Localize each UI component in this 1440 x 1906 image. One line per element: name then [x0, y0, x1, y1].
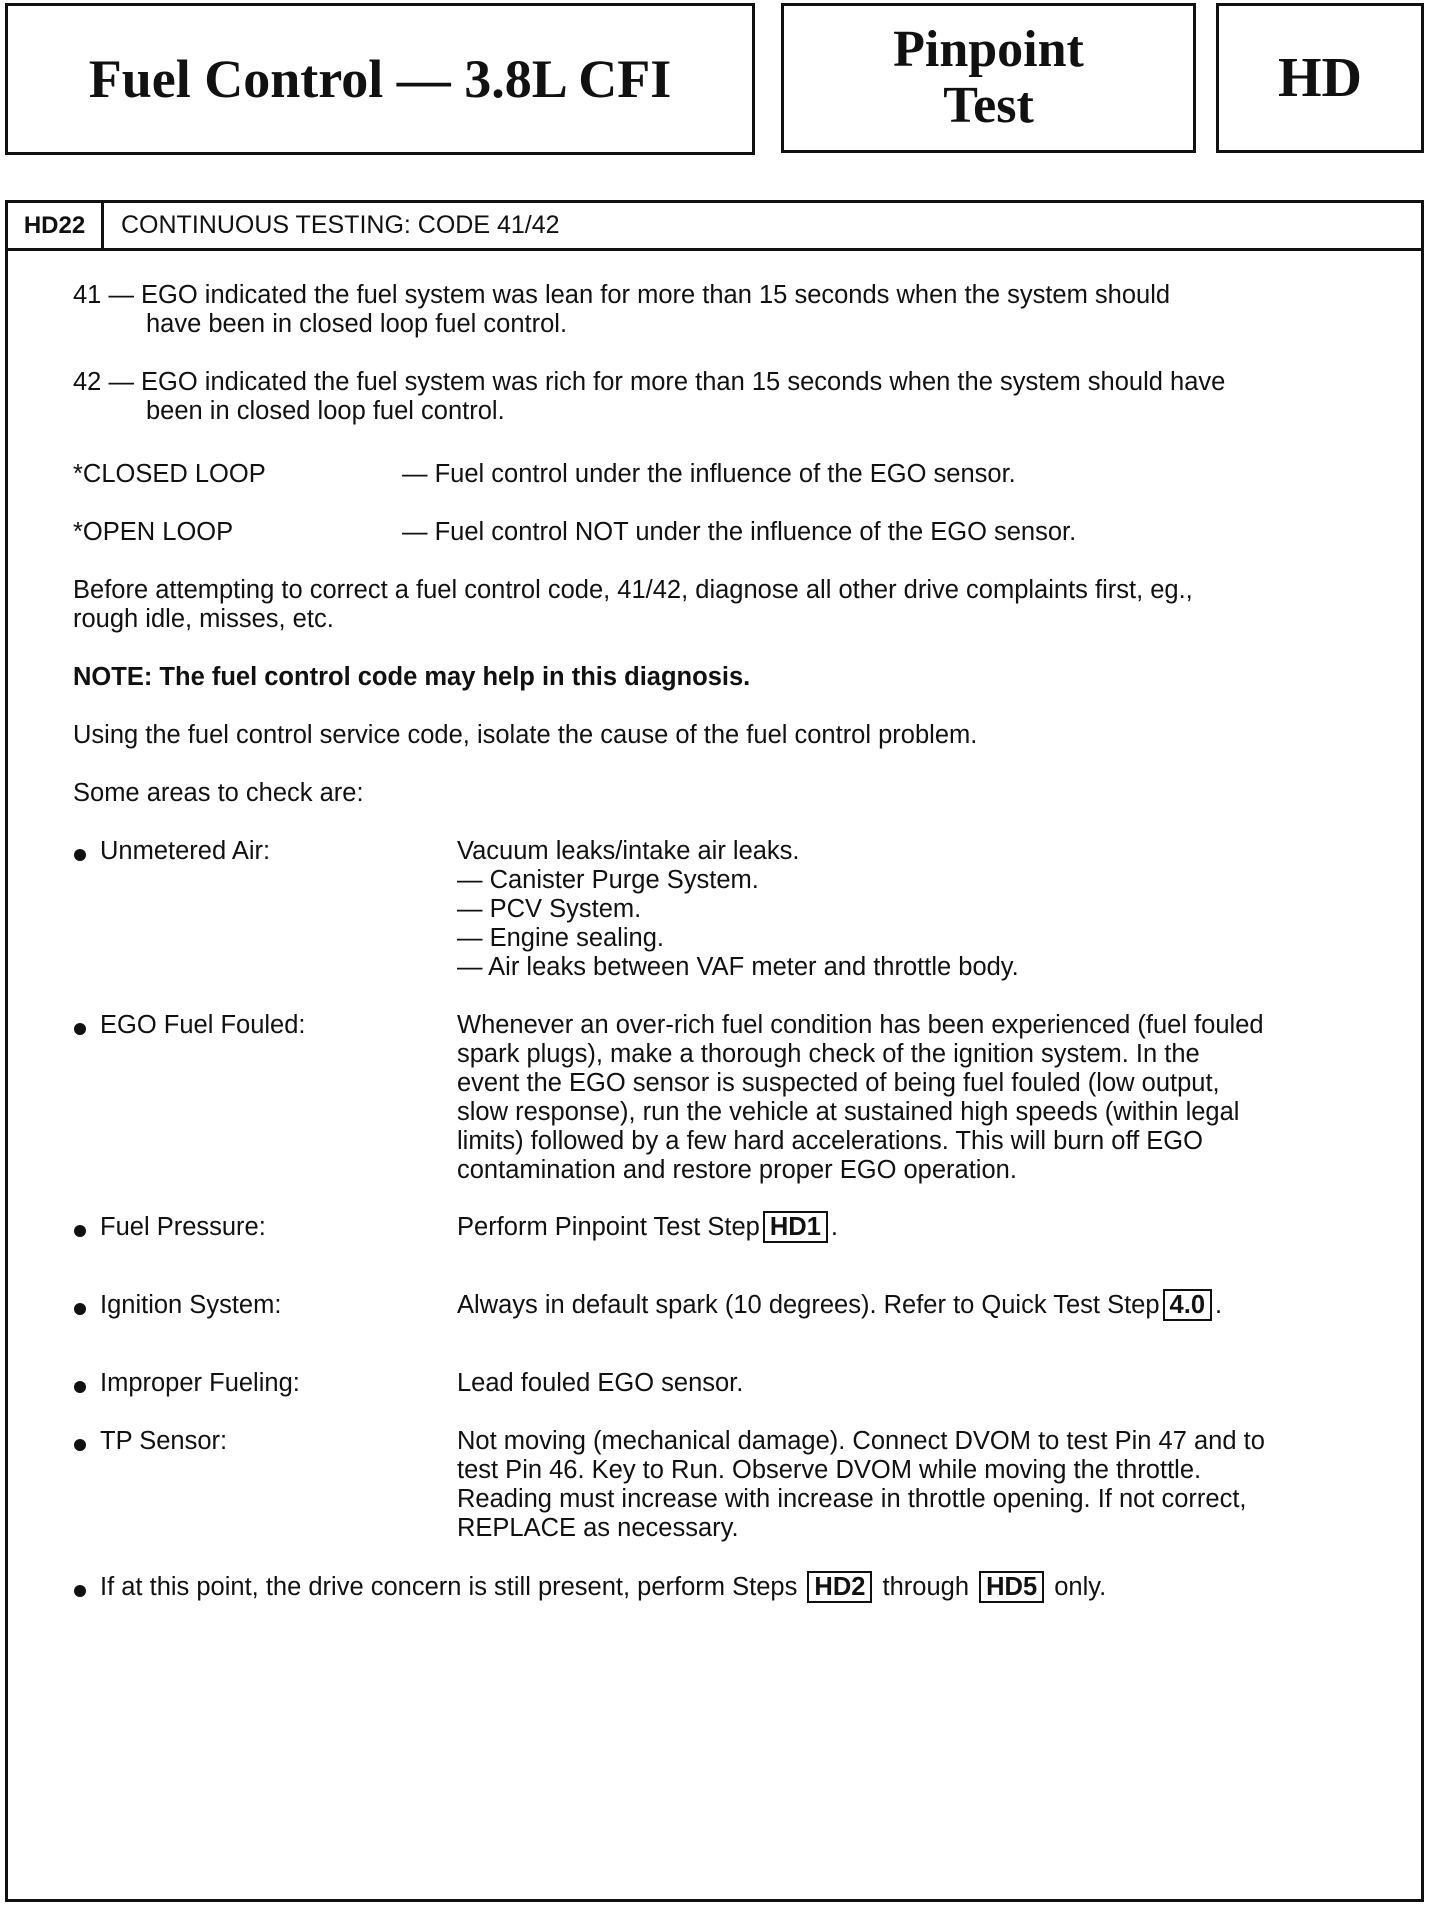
step-ref-hd2[interactable]: HD2	[807, 1571, 872, 1603]
step-ref-hd5[interactable]: HD5	[979, 1571, 1044, 1603]
check-label-ignition-system: Ignition System:	[100, 1291, 282, 1319]
note-text: NOTE: The fuel control code may help in this diagnosis.	[73, 663, 751, 691]
check-label-unmetered-air: Unmetered Air:	[100, 837, 271, 865]
code-41-line2: have been in closed loop fuel control.	[146, 310, 568, 338]
tp-sensor-line: Not moving (mechanical damage). Connect DVOM to test Pin 47 and to	[457, 1427, 1265, 1455]
bullet-icon	[74, 1023, 86, 1035]
closed-loop-term: *CLOSED LOOP	[73, 460, 266, 488]
period: .	[830, 1213, 838, 1241]
check-label-fuel-pressure: Fuel Pressure:	[100, 1213, 266, 1241]
step-title: CONTINUOUS TESTING: CODE 41/42	[121, 211, 560, 239]
unmetered-air-line: — PCV System.	[457, 895, 642, 923]
ego-fouled-line: event the EGO sensor is suspected of being fuel fouled (low output,	[457, 1069, 1220, 1097]
bullet-icon	[74, 1439, 86, 1451]
step-ref-hd1[interactable]: HD1	[763, 1211, 828, 1243]
final-text1: If at this point, the drive concern is still present, perform Steps	[100, 1573, 798, 1601]
bullet-icon	[74, 1381, 86, 1393]
period: .	[1215, 1291, 1223, 1319]
code-42-line1: 42 — EGO indicated the fuel system was rich for more than 15 seconds when the system should have	[73, 368, 1226, 396]
check-label-improper-fueling: Improper Fueling:	[100, 1369, 300, 1397]
final-text3: only.	[1054, 1573, 1107, 1601]
ego-fouled-line: contamination and restore proper EGO operation.	[457, 1156, 1017, 1184]
page-title	[5, 3, 755, 155]
ego-fouled-line: slow response), run the vehicle at sustained high speeds (within legal	[457, 1098, 1240, 1126]
code-41-line1: 41 — EGO indicated the fuel system was lean for more than 15 seconds when the system should	[73, 281, 1171, 309]
open-loop-term: *OPEN LOOP	[73, 518, 234, 546]
ego-fouled-line: Whenever an over-rich fuel condition has been experienced (fuel fouled	[457, 1011, 1264, 1039]
step-id: HD22	[8, 203, 104, 248]
before-para-line1: Before attempting to correct a fuel control code, 41/42, diagnose all other drive complaints first, eg.,	[73, 576, 1193, 604]
code-42-line2: been in closed loop fuel control.	[146, 397, 505, 425]
ego-fouled-line: spark plugs), make a thorough check of the ignition system. In the	[457, 1040, 1200, 1068]
tp-sensor-line: REPLACE as necessary.	[457, 1514, 739, 1542]
section-code: HD	[1278, 47, 1362, 109]
unmetered-air-line: Vacuum leaks/intake air leaks.	[457, 837, 800, 865]
ignition-desc	[457, 1289, 1222, 1321]
using-para: Using the fuel control service code, isolate the cause of the fuel control problem.	[73, 721, 978, 749]
unmetered-air-line: — Air leaks between VAF meter and throttle body.	[457, 953, 1019, 981]
fuel-pressure-desc	[457, 1211, 838, 1243]
test-step-panel	[5, 200, 1424, 1902]
final-instruction	[100, 1571, 1106, 1603]
page-title-text: Fuel Control — 3.8L CFI	[88, 49, 672, 109]
ignition-text: Always in default spark (10 degrees). Refer to Quick Test Step	[457, 1291, 1160, 1319]
pinpoint-line2: Test	[943, 77, 1034, 134]
open-loop-desc: — Fuel control NOT under the influence of the EGO sensor.	[402, 518, 1077, 546]
pinpoint-line1: Pinpoint	[893, 20, 1084, 78]
check-label-ego-fuel-fouled: EGO Fuel Fouled:	[100, 1011, 306, 1039]
ego-fouled-line: limits) followed by a few hard accelerations. This will burn off EGO	[457, 1127, 1203, 1155]
step-header	[8, 203, 1421, 251]
section-code-box	[1216, 3, 1424, 153]
bullet-icon	[74, 849, 86, 861]
closed-loop-desc: — Fuel control under the influence of the EGO sensor.	[402, 460, 1016, 488]
unmetered-air-line: — Engine sealing.	[457, 924, 664, 952]
unmetered-air-line: — Canister Purge System.	[457, 866, 759, 894]
final-text2: through	[882, 1573, 970, 1601]
before-para-line2: rough idle, misses, etc.	[73, 605, 334, 633]
bullet-icon	[74, 1303, 86, 1315]
check-label-tp-sensor: TP Sensor:	[100, 1427, 228, 1455]
step-ref-4-0[interactable]: 4.0	[1163, 1289, 1212, 1321]
tp-sensor-line: test Pin 46. Key to Run. Observe DVOM while moving the throttle.	[457, 1456, 1202, 1484]
tp-sensor-line: Reading must increase with increase in throttle opening. If not correct,	[457, 1485, 1247, 1513]
some-areas-para: Some areas to check are:	[73, 779, 364, 807]
bullet-icon	[74, 1585, 86, 1597]
pinpoint-test-box	[781, 3, 1196, 153]
bullet-icon	[74, 1225, 86, 1237]
improper-fueling-desc: Lead fouled EGO sensor.	[457, 1369, 744, 1397]
fuel-pressure-text: Perform Pinpoint Test Step	[457, 1213, 760, 1241]
